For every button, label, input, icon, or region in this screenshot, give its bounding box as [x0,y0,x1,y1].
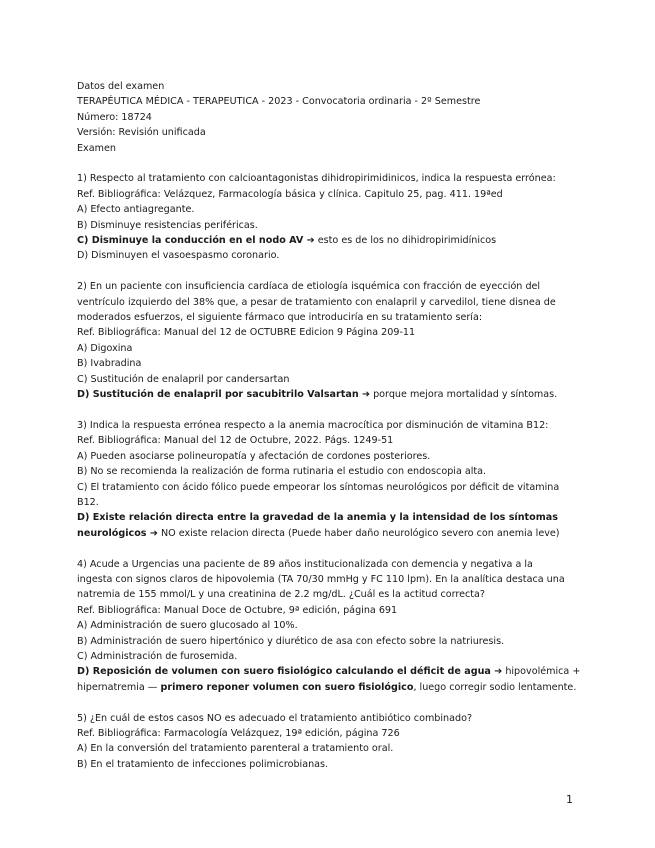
header-course: TERAPÉUTICA MÉDICA - TERAPEUTICA - 2023 - Convocatoria ordinaria - 2º Semestre [77,96,481,108]
question-3 [77,418,582,541]
question-reference: Ref. Bibliográfica: Manual del 12 de Octubre, 2022. Págs. 1249-51 [77,435,394,447]
exam-document [77,79,582,772]
question-stem: ingesta con signos claros de hipovolemia (TA 70/30 mmHg y FC 110 lpm). En la analítica destaca una [77,573,565,585]
answer-bold: D) Sustitución de enalapril por sacubitrilo Valsartan ➔ [77,389,371,401]
question-stem: 5) ¿En cuál de estos casos NO es adecuado el tratamiento antibiótico combinado? [77,712,473,724]
option-a: A) En la conversión del tratamiento parenteral a tratamiento oral. [77,743,394,755]
question-stem: ventrículo izquierdo del 38% que, a pesar de tratamiento con enalapril y carvedilol, tiene disnea de [77,296,556,308]
option-d-correct [77,664,582,679]
answer-bold: C) Disminuye la conducción en el nodo AV ➔ [77,235,315,247]
question-reference: Ref. Bibliográfica: Manual Doce de Octubre, 9ª edición, página 691 [77,604,398,616]
option-b: B) Ivabradina [77,358,142,370]
option-b: B) Administración de suero hipertónico y diurético de asa con efecto sobre la natriuresis. [77,635,505,647]
answer-bold: D) Reposición de volumen con suero fisiológico calculando el déficit de agua ➔ [77,666,503,678]
question-reference: Ref. Bibliográfica: Velázquez, Farmacología básica y clínica. Capitulo 25, pag. 411. 19ªed [77,188,503,200]
page-number: 1 [566,793,573,806]
question-5 [77,711,582,773]
option-b: B) Disminuye resistencias periféricas. [77,219,258,231]
option-c: C) El tratamiento con ácido fólico puede empeorar los síntomas neurológicos por déficit de vitamina [77,481,560,493]
question-2 [77,279,582,402]
option-d-correct [77,526,582,541]
header-version: Versión: Revisión unificada [77,127,206,139]
option-d-correct: D) Existe relación directa entre la gravedad de la anemia y la intensidad de los síntomas [77,512,558,524]
answer-bold: neurológicos ➔ [77,527,158,539]
question-1 [77,171,582,263]
question-reference: Ref. Bibliográfica: Manual del 12 de OCTUBRE Edicion 9 Página 209-11 [77,327,416,339]
option-c-correct [77,233,582,248]
option-d-correct [77,680,582,695]
question-stem: 2) En un paciente con insuficiencia cardíaca de etiología isquémica con fracción de eyección del [77,281,541,293]
header-exam-label: Examen [77,142,116,154]
question-stem: natremia de 155 mmol/L y una creatinina de 2.2 mg/dL. ¿Cuál es la actitud correcta? [77,589,486,601]
answer-note: esto es de los no dihidropirimidínicos [314,235,497,247]
question-stem: 1) Respecto al tratamiento con calcioantagonistas dihidropirimidinicos, indica la respuesta errónea: [77,173,556,185]
answer-note: NO existe relacion directa (Puede haber daño neurológico severo con anemia leve) [157,527,560,539]
option-d-correct [77,387,582,402]
option-d: D) Disminuyen el vasoespasmo coronario. [77,250,280,262]
answer-note: porque mejora mortalidad y síntomas. [370,389,558,401]
option-a: A) Digoxina [77,342,133,354]
answer-note: hipovolémica + [502,666,581,678]
answer-note: , luego corregir sodio lentamente. [413,681,577,693]
header-number: Número: 18724 [77,111,152,123]
answer-note: hipernatremia — [77,681,161,693]
option-a: A) Efecto antiagregante. [77,204,195,216]
question-stem: 4) Acude a Urgencias una paciente de 89 años institucionalizada con demencia y negativa a la [77,558,533,570]
question-4 [77,557,582,696]
option-a: A) Pueden asociarse polineuropatía y afectación de cordones posteriores. [77,450,431,462]
question-stem: moderados esfuerzos, el siguiente fármaco que introduciría en su tratamiento sería: [77,312,483,324]
option-c: B12. [77,496,99,508]
option-b: B) En el tratamiento de infecciones polimicrobianas. [77,758,329,770]
option-c: C) Sustitución de enalapril por candersartan [77,373,290,385]
answer-bold: primero reponer volumen con suero fisiológico [160,681,414,693]
header-title: Datos del examen [77,81,165,92]
option-c: C) Administración de furosemida. [77,650,238,662]
option-b: B) No se recomienda la realización de forma rutinaria el estudio con endoscopia alta. [77,466,487,478]
question-reference: Ref. Bibliográfica: Farmacología Velázquez, 19ª edición, página 726 [77,727,400,739]
question-stem: 3) Indica la respuesta errónea respecto a la anemia macrocítica por disminución de vitamina B12: [77,419,549,431]
option-a: A) Administración de suero glucosado al 10%. [77,620,298,632]
exam-header [77,79,582,156]
